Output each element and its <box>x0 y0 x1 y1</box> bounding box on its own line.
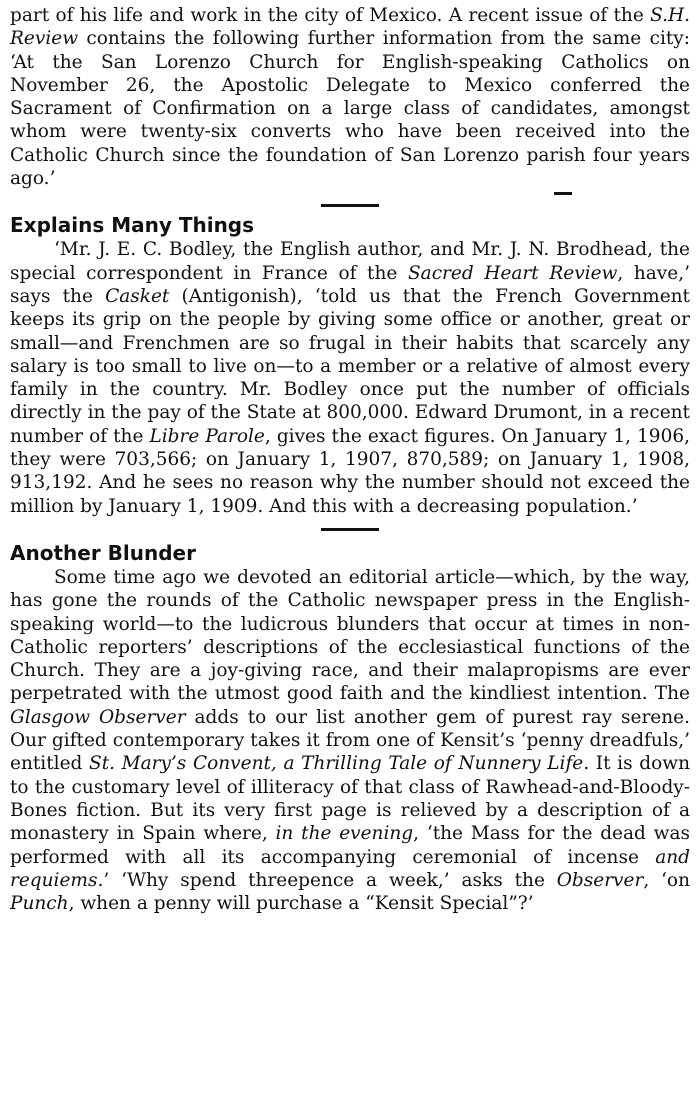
publication-title: Sacred Heart Review <box>407 262 618 284</box>
opening-paragraph: part of his life and work in the city of Mexico. A recent issue of the S.H. Review contains the following further information from the same city: ‘At the San Lorenzo Church for English-speaking Catholics on November 26, the Apostolic Delegate to Mexico conferred the Sacrament of Confirmation on a large class of candidates, amongst whom were twenty-six converts who have been received into the Catholic Church since the foundation of San Lorenzo parish four years ago.’ <box>10 5 690 190</box>
emphasis: in the evening <box>275 823 414 845</box>
publication-title: S.H. Review <box>10 5 690 50</box>
another-blunder-paragraph: Some time ago we devoted an editorial article—which, by the way, has gone the rounds of the Catholic newspaper press in the English-speaking world—to the ludicrous blunders that occur at times in non-Catholic reporters’ descriptions of the ecclesiastical functions of the Church. They are a joy-giving race, and their malapropisms are ever perpetrated with the utmost good faith and the kindliest intention. The Glasgow Observer adds to our list another gem of purest ray serene. Our gifted contemporary takes it from one of Kensit’s ‘penny dreadfuls,’ entitled St. Mary’s Convent, a Thrilling Tale of Nunnery Life. It is down to the customary level of illiteracy of that class of Rawhead-and-Bloody-Bones fiction. But its very first page is relieved by a description of a monastery in Spain where, in the evening, ‘the Mass for the dead was performed with all its accompanying ceremonial of incense and requiems.’ ‘Why spend threepence a week,’ asks the Observer, ‘on Punch, when a penny will purchase a “Kensit Special”?’ <box>10 566 691 915</box>
book-title: St. Mary’s Convent, a Thrilling Tale of Nunnery Life <box>89 753 584 775</box>
divider-dash <box>554 192 572 195</box>
heading-explains-many-things: Explains Many Things <box>10 213 255 238</box>
publication-title: Glasgow Observer <box>10 706 186 728</box>
publication-title: Libre Parole <box>149 425 265 447</box>
divider-rule <box>321 528 379 531</box>
publication-title: Punch <box>10 893 69 915</box>
heading-another-blunder: Another Blunder <box>10 540 196 565</box>
explains-many-things-paragraph: ‘Mr. J. E. C. Bodley, the English author, and Mr. J. N. Brodhead, the special correspondent in France of the Sacred Heart Review, have,’ says the Casket (Antigonish), ‘told us that the French Government keeps its grip on the people by giving some office or another, great or small—and Frenchmen are so frugal in their habits that scarcely any salary is too small to live on—to a member or a relative of almost every family in the country. Mr. Bodley once put the number of officials directly in the pay of the State at 800,000. Edward Drumont, in a recent number of the Libre Parole, gives the exact figures. On January 1, 1906, they were 703,566; on January 1, 1907, 870,589; on January 1, 1908, 913,192. And he sees no reason why the number should not exceed the million by January 1, 1909. And this with a decreasing population.’ <box>10 239 690 517</box>
emphasis: and requiems <box>10 846 690 891</box>
publication-title: Observer <box>556 869 644 891</box>
section-divider <box>10 190 690 208</box>
section-divider <box>10 518 690 540</box>
divider-rule <box>321 204 379 207</box>
publication-title: Casket <box>105 285 170 307</box>
